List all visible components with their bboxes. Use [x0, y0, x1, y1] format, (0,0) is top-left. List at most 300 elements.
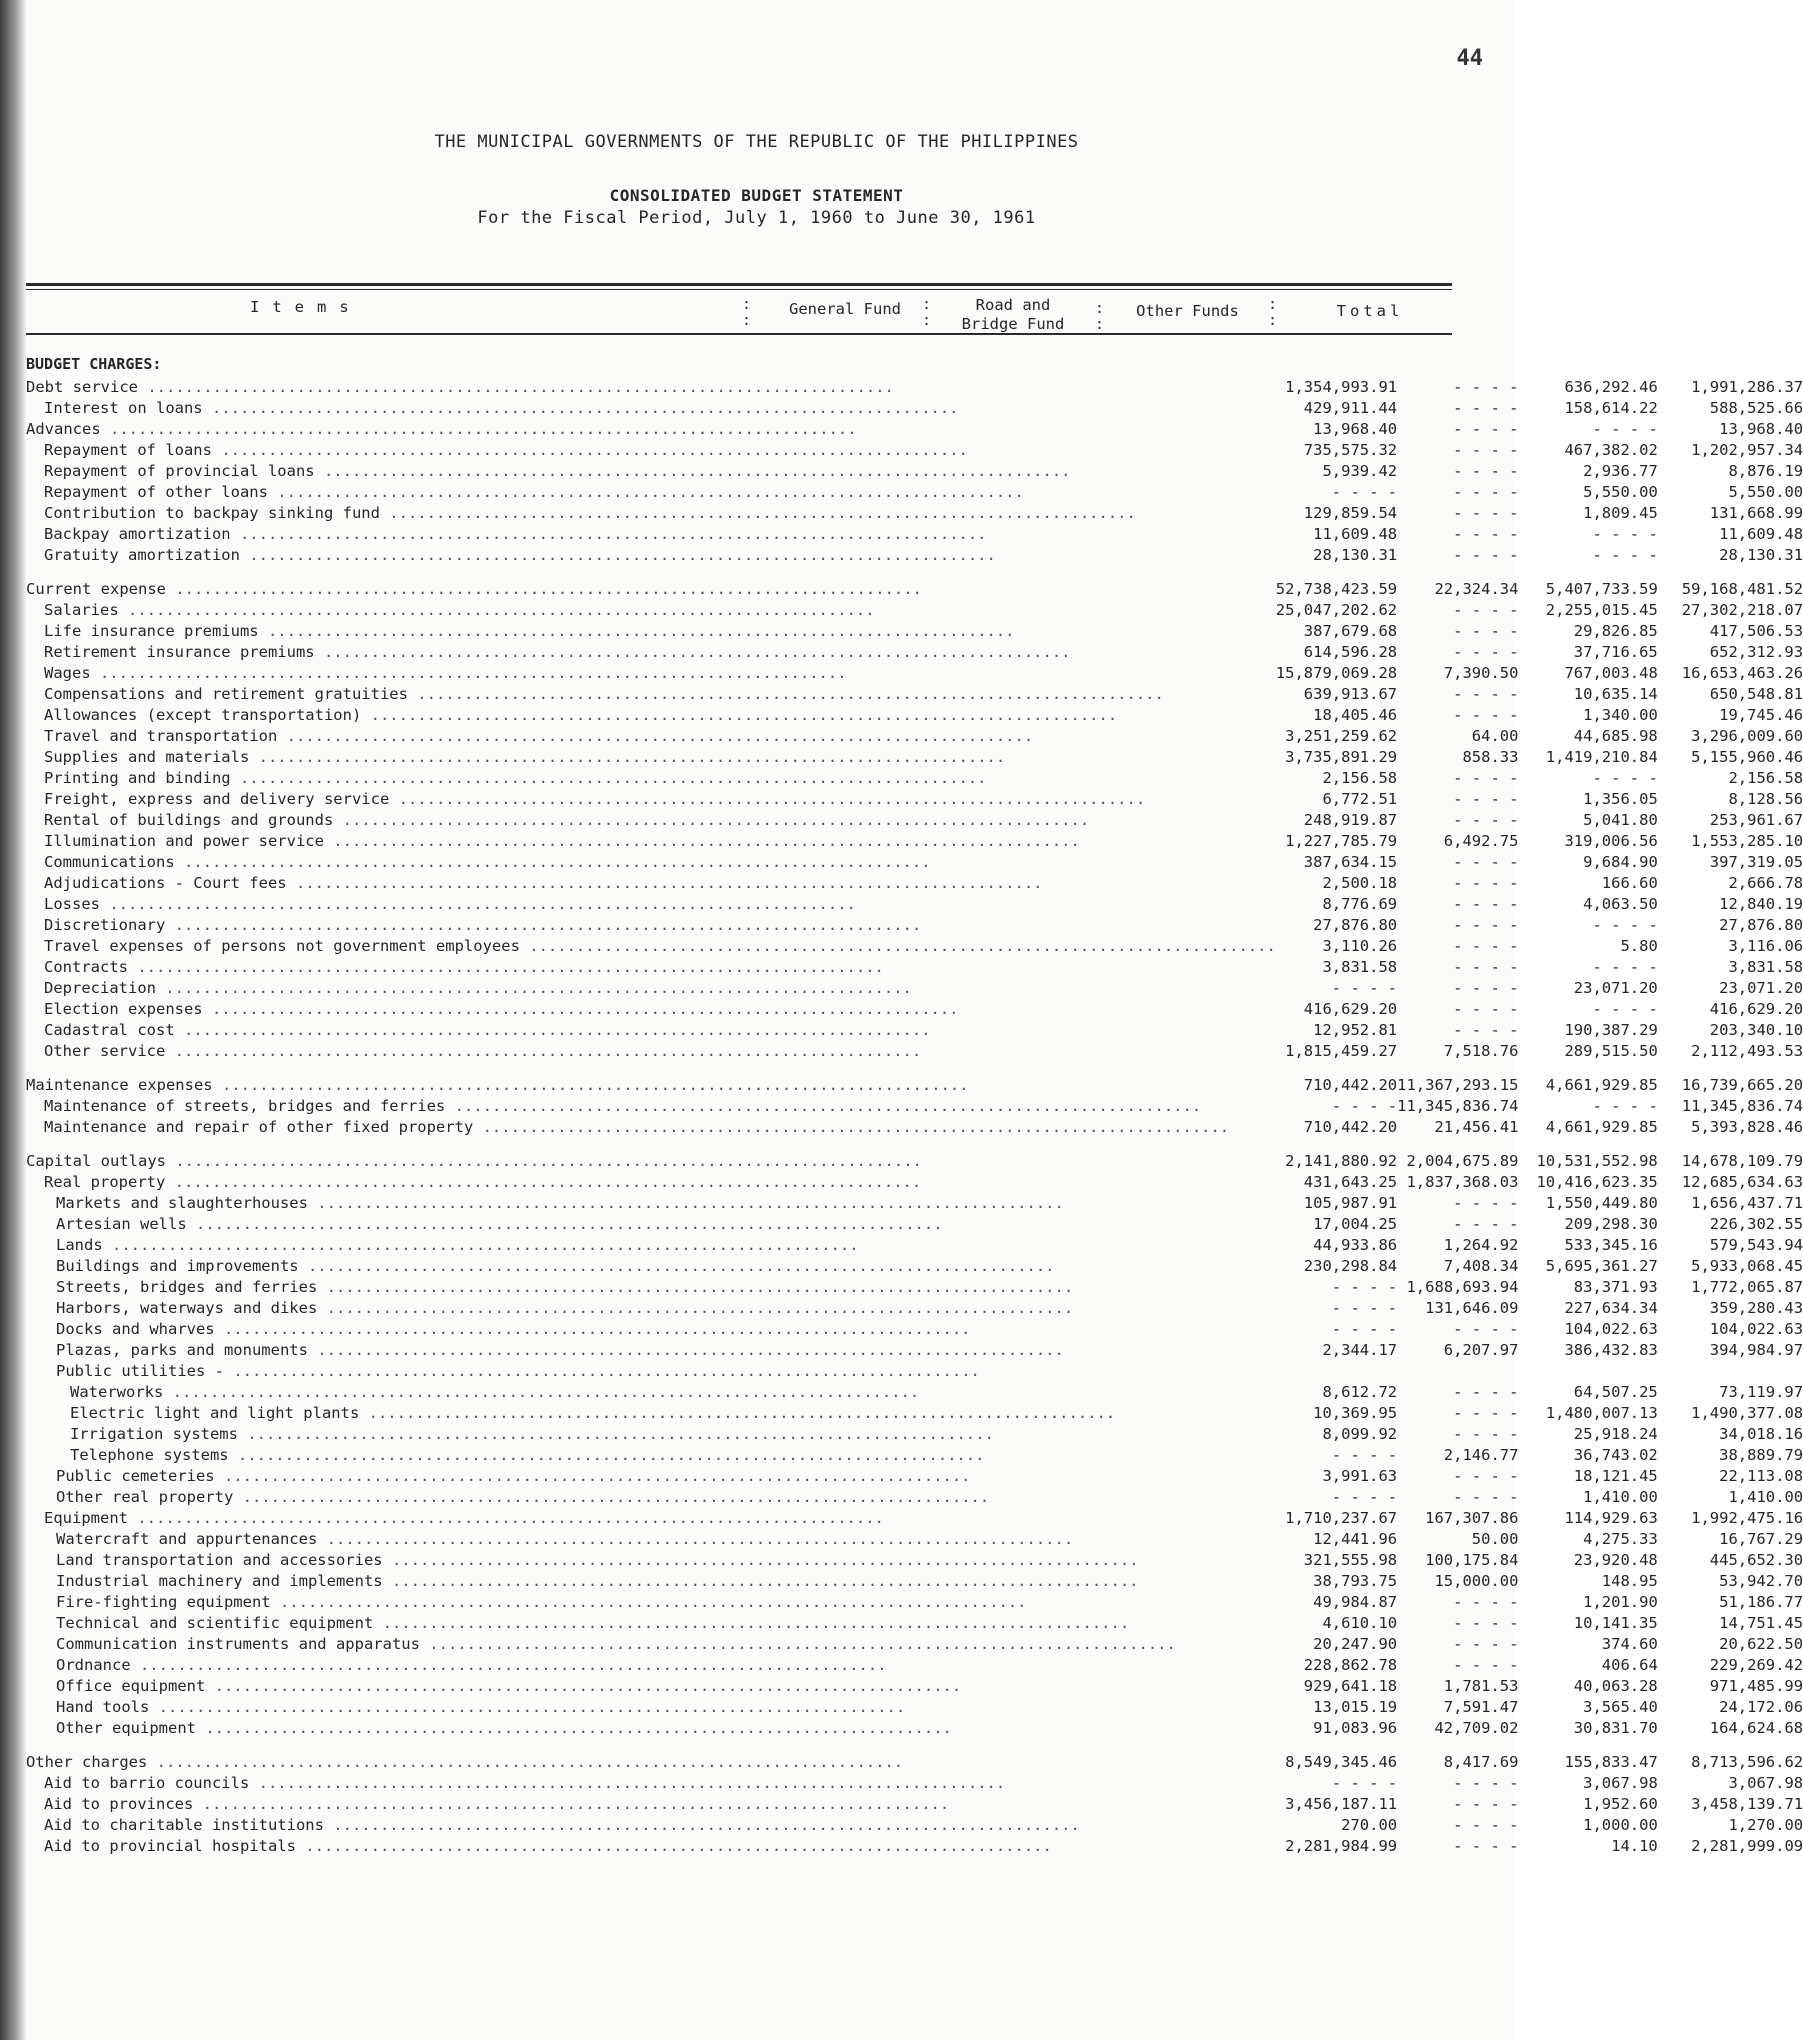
item-cell [26, 999, 1276, 1020]
item-label: Public utilities - [56, 1362, 224, 1380]
general-fund-cell: 3,110.26 [1322, 937, 1398, 955]
total-cell: 1,656,437.71 [1691, 1194, 1803, 1212]
item-label: Aid to provinces [44, 1795, 194, 1813]
general-fund-cell: 129,859.54 [1303, 504, 1398, 522]
item-cell [26, 1445, 1276, 1466]
item-label: Contracts [44, 958, 128, 976]
road-bridge-fund-cell: - - - - [1453, 1467, 1519, 1485]
total-cell: 38,889.79 [1719, 1446, 1803, 1464]
item-label: Capital outlays [26, 1152, 166, 1170]
other-funds-cell: 289,515.50 [1564, 1042, 1658, 1060]
other-funds-cell: - - - - [1592, 916, 1658, 934]
table-row [26, 1361, 1803, 1382]
header-separator: : : [1268, 295, 1278, 329]
total-cell: 588,525.66 [1709, 399, 1803, 417]
road-bridge-fund-cell: 11,345,836.74 [1397, 1097, 1519, 1115]
general-fund-cell: 228,862.78 [1303, 1656, 1398, 1674]
road-bridge-fund-cell: 11,367,293.15 [1397, 1076, 1519, 1094]
leader-dots: ................................................................................ [258, 622, 1015, 640]
table-row [26, 999, 1803, 1020]
leader-dots: ................................................................................ [118, 601, 875, 619]
total-cell: 5,393,828.46 [1691, 1118, 1803, 1136]
item-cell [26, 1592, 1276, 1613]
item-cell [26, 482, 1276, 503]
header-separator: : : [1095, 299, 1105, 333]
item-cell [26, 1041, 1276, 1062]
total-cell: 14,751.45 [1719, 1614, 1803, 1632]
other-funds-cell: 319,006.56 [1564, 832, 1658, 850]
general-fund-cell: 13,968.40 [1313, 420, 1398, 438]
general-fund-cell: 18,405.46 [1313, 706, 1398, 724]
road-bridge-fund-cell: 131,646.09 [1425, 1299, 1519, 1317]
leader-dots: ................................................................................ [267, 483, 1024, 501]
item-label: Other real property [56, 1488, 234, 1506]
header-items: Items [250, 298, 362, 316]
item-cell [26, 1634, 1276, 1655]
leader-dots: ................................................................................ [128, 958, 884, 976]
general-fund-cell: 416,629.20 [1303, 1000, 1398, 1018]
other-funds-cell: 5,695,361.27 [1545, 1257, 1658, 1275]
item-cell [26, 1508, 1276, 1529]
item-label: Other service [44, 1042, 166, 1060]
road-bridge-fund-cell: 15,000.00 [1434, 1572, 1519, 1590]
table-row [26, 1298, 1803, 1319]
total-cell: 445,652.30 [1709, 1551, 1803, 1569]
total-cell: 51,186.77 [1719, 1593, 1803, 1611]
total-cell: 53,942.70 [1719, 1572, 1803, 1590]
other-funds-cell: 1,952.60 [1583, 1795, 1658, 1813]
road-bridge-fund-cell: 1,264.92 [1443, 1236, 1519, 1254]
leader-dots: ................................................................................ [223, 1362, 980, 1380]
item-label: Equipment [44, 1509, 128, 1527]
road-bridge-fund-cell: 6,492.75 [1443, 832, 1519, 850]
item-cell [26, 1277, 1276, 1298]
general-fund-cell: 28,130.31 [1313, 546, 1398, 564]
item-label: Aid to barrio councils [44, 1774, 250, 1792]
road-bridge-fund-cell: - - - - [1453, 643, 1519, 661]
leader-dots: ................................................................................ [519, 937, 1276, 955]
table-row [26, 1382, 1803, 1403]
other-funds-cell: - - - - [1592, 1000, 1658, 1018]
item-label: Ordnance [56, 1656, 131, 1674]
item-cell [26, 503, 1276, 524]
item-cell [26, 1193, 1276, 1214]
header-road-bridge-line2: Bridge Fund [961, 315, 1065, 333]
table-row [26, 1117, 1803, 1138]
leader-dots: ................................................................................ [314, 643, 1071, 661]
other-funds-cell: 5.80 [1620, 937, 1658, 955]
item-cell [26, 398, 1276, 419]
road-bridge-fund-cell: 8,417.69 [1443, 1753, 1519, 1771]
total-cell: 104,022.63 [1709, 1320, 1803, 1338]
general-fund-cell: 44,933.86 [1313, 1236, 1398, 1254]
total-cell: 1,490,377.08 [1691, 1404, 1803, 1422]
general-fund-cell: 27,876.80 [1313, 916, 1398, 934]
road-bridge-fund-cell: - - - - [1453, 685, 1519, 703]
road-bridge-fund-cell: 100,175.84 [1425, 1551, 1519, 1569]
road-bridge-fund-cell: - - - - [1453, 1774, 1519, 1792]
road-bridge-fund-cell: - - - - [1453, 1488, 1519, 1506]
item-label: Fire-fighting equipment [56, 1593, 271, 1611]
item-cell [26, 831, 1276, 852]
general-fund-cell: 2,156.58 [1322, 769, 1398, 787]
general-fund-cell: 735,575.32 [1303, 441, 1398, 459]
leader-dots: ................................................................................ [445, 1097, 1202, 1115]
item-label: Rental of buildings and grounds [44, 811, 334, 829]
general-fund-cell: 431,643.25 [1303, 1173, 1398, 1191]
item-cell [26, 1151, 1276, 1172]
table-row [26, 810, 1803, 831]
leader-dots: ................................................................................ [373, 1614, 1130, 1632]
spacer-cell [26, 1739, 1803, 1752]
road-bridge-fund-cell: 1,837,368.03 [1406, 1173, 1519, 1191]
other-funds-cell: 37,716.65 [1573, 643, 1658, 661]
other-funds-cell: 10,141.35 [1573, 1614, 1658, 1632]
item-label: Plazas, parks and monuments [56, 1341, 308, 1359]
item-label: Discretionary [44, 916, 166, 934]
other-funds-cell: 5,041.80 [1583, 811, 1658, 829]
item-label: Technical and scientific equipment [56, 1614, 374, 1632]
general-fund-cell: 3,251,259.62 [1285, 727, 1398, 745]
header-road-bridge-fund [938, 296, 1088, 334]
table-row [26, 642, 1803, 663]
total-cell: 1,772,065.87 [1691, 1278, 1803, 1296]
total-cell: 28,130.31 [1719, 546, 1803, 564]
item-cell [26, 1815, 1276, 1836]
item-cell [26, 684, 1276, 705]
total-cell: 34,018.16 [1719, 1425, 1803, 1443]
total-cell: 652,312.93 [1709, 643, 1803, 661]
item-label: Contribution to backpay sinking fund [44, 504, 380, 522]
leader-dots: ................................................................................ [323, 832, 1080, 850]
row-spacer [26, 1739, 1803, 1752]
general-fund-cell: 614,596.28 [1303, 643, 1398, 661]
item-label: Industrial machinery and implements [56, 1572, 383, 1590]
table-row [26, 503, 1803, 524]
leader-dots: ................................................................................ [237, 1425, 994, 1443]
item-label: Land transportation and accessories [56, 1551, 383, 1569]
header-separator: : : [742, 295, 752, 329]
total-cell: 8,876.19 [1728, 462, 1803, 480]
item-label: Communication instruments and apparatus [56, 1635, 420, 1653]
other-funds-cell: 374.60 [1601, 1635, 1658, 1653]
table-row [26, 579, 1803, 600]
general-fund-cell: 17,004.25 [1313, 1215, 1398, 1233]
general-fund-cell: 38,793.75 [1313, 1572, 1398, 1590]
total-cell: 359,280.43 [1709, 1299, 1803, 1317]
other-funds-cell: 18,121.45 [1573, 1467, 1658, 1485]
general-fund-cell: 8,099.92 [1322, 1425, 1398, 1443]
item-label: Interest on loans [44, 399, 203, 417]
leader-dots: ................................................................................ [298, 1257, 1055, 1275]
item-cell [26, 1529, 1276, 1550]
road-bridge-fund-cell: - - - - [1453, 601, 1519, 619]
item-cell [26, 873, 1276, 894]
leader-dots: ................................................................................ [228, 1446, 985, 1464]
item-cell [26, 1319, 1276, 1340]
table-row [26, 1235, 1803, 1256]
item-cell [26, 600, 1276, 621]
table-row [26, 440, 1803, 461]
other-funds-cell: 2,255,015.45 [1545, 601, 1658, 619]
item-cell [26, 1676, 1276, 1697]
table-row [26, 1319, 1803, 1340]
leader-dots: ................................................................................ [163, 1383, 920, 1401]
table-row [26, 545, 1803, 566]
road-bridge-fund-cell: - - - - [1453, 916, 1519, 934]
general-fund-cell: 2,500.18 [1322, 874, 1398, 892]
leader-dots: ................................................................................ [195, 1719, 952, 1737]
header-total: Total [1336, 302, 1404, 320]
table-row [26, 873, 1803, 894]
other-funds-cell: 3,067.98 [1583, 1774, 1658, 1792]
other-funds-cell: 5,550.00 [1583, 483, 1658, 501]
table-row [26, 1836, 1803, 1857]
road-bridge-fund-cell: - - - - [1453, 706, 1519, 724]
item-label: Irrigation systems [70, 1425, 238, 1443]
other-funds-cell: 3,565.40 [1583, 1698, 1658, 1716]
other-funds-cell: 64,507.25 [1573, 1383, 1658, 1401]
leader-dots: ................................................................................ [202, 1000, 959, 1018]
item-label: Retirement insurance premiums [44, 643, 315, 661]
general-fund-cell: - - - - [1331, 1097, 1398, 1115]
table-row [26, 1277, 1803, 1298]
general-fund-cell: 929,641.18 [1303, 1677, 1398, 1695]
other-funds-cell: 636,292.46 [1564, 378, 1658, 396]
road-bridge-fund-cell: - - - - [1453, 1215, 1519, 1233]
item-cell [26, 1256, 1276, 1277]
other-funds-cell: 104,022.63 [1564, 1320, 1658, 1338]
fiscal-period: For the Fiscal Period, July 1, 1960 to June 30, 1961 [477, 208, 1036, 228]
item-cell [26, 1403, 1276, 1424]
table-row [26, 726, 1803, 747]
total-cell: 11,345,836.74 [1681, 1097, 1803, 1115]
general-fund-cell: 8,612.72 [1322, 1383, 1398, 1401]
item-label: Waterworks [70, 1383, 164, 1401]
leader-dots: ................................................................................ [314, 462, 1071, 480]
road-bridge-fund-cell: 7,591.47 [1443, 1698, 1519, 1716]
item-label: Markets and slaughterhouses [56, 1194, 308, 1212]
leader-dots: ................................................................................ [165, 1152, 922, 1170]
other-funds-cell: 227,634.34 [1564, 1299, 1658, 1317]
total-cell: 3,458,139.71 [1691, 1795, 1803, 1813]
road-bridge-fund-cell: - - - - [1453, 1404, 1519, 1422]
general-fund-cell: 12,952.81 [1313, 1021, 1398, 1039]
other-funds-cell: 1,000.00 [1583, 1816, 1658, 1834]
leader-dots: ................................................................................ [211, 441, 968, 459]
header-road-bridge-line1: Road and [975, 296, 1051, 314]
spacer-cell [26, 1138, 1803, 1151]
road-bridge-fund-cell: - - - - [1453, 504, 1519, 522]
total-cell: 2,281,999.09 [1691, 1837, 1803, 1855]
general-fund-cell: 639,913.67 [1303, 685, 1398, 703]
leader-dots: ................................................................................ [128, 1509, 884, 1527]
leader-dots: ................................................................................ [407, 685, 1164, 703]
road-bridge-fund-cell: 6,207.97 [1443, 1341, 1519, 1359]
other-funds-cell: - - - - [1592, 546, 1658, 564]
leader-dots: ................................................................................ [333, 811, 1090, 829]
item-label: Losses [44, 895, 100, 913]
leader-dots: ................................................................................ [174, 853, 931, 871]
item-label: Maintenance and repair of other fixed property [44, 1118, 474, 1136]
other-funds-cell: - - - - [1592, 958, 1658, 976]
item-cell [26, 461, 1276, 482]
general-fund-cell: - - - - [1331, 979, 1398, 997]
leader-dots: ................................................................................ [202, 399, 959, 417]
other-funds-cell: 467,382.02 [1564, 441, 1658, 459]
general-fund-cell: 8,776.69 [1322, 895, 1398, 913]
table-row [26, 377, 1803, 398]
table-row [26, 1529, 1803, 1550]
total-cell: 1,991,286.37 [1691, 378, 1803, 396]
leader-dots: ................................................................................ [137, 378, 894, 396]
header-other-funds: Other Funds [1136, 302, 1239, 320]
total-cell: 2,156.58 [1728, 769, 1803, 787]
item-cell [26, 1571, 1276, 1592]
item-label: Travel and transportation [44, 727, 278, 745]
road-bridge-fund-cell: - - - - [1453, 483, 1519, 501]
general-fund-cell: 12,441.96 [1313, 1530, 1398, 1548]
other-funds-cell: 44,685.98 [1573, 727, 1658, 745]
total-cell: 13,968.40 [1719, 420, 1803, 438]
total-cell: 12,840.19 [1719, 895, 1803, 913]
general-fund-cell: 1,354,993.91 [1285, 378, 1398, 396]
item-label: Election expenses [44, 1000, 203, 1018]
total-cell: 27,302,218.07 [1681, 601, 1803, 619]
item-cell [26, 377, 1276, 398]
total-cell: 971,485.99 [1709, 1677, 1803, 1695]
leader-dots: ................................................................................ [165, 1173, 922, 1191]
item-cell [26, 1298, 1276, 1319]
total-cell: 8,128.56 [1728, 790, 1803, 808]
leader-dots: ................................................................................ [249, 748, 1006, 766]
item-cell [26, 579, 1276, 600]
other-funds-cell: 23,920.48 [1573, 1551, 1658, 1569]
other-funds-cell: 1,550,449.80 [1545, 1194, 1658, 1212]
table-row [26, 978, 1803, 999]
table-row [26, 1445, 1803, 1466]
road-bridge-fund-cell: 7,408.34 [1443, 1257, 1519, 1275]
road-bridge-fund-cell: - - - - [1453, 1194, 1519, 1212]
item-label: Cadastral cost [44, 1021, 175, 1039]
road-bridge-fund-cell: - - - - [1453, 1614, 1519, 1632]
leader-dots: ................................................................................ [193, 1795, 950, 1813]
table-row [26, 1096, 1803, 1117]
item-cell [26, 642, 1276, 663]
item-cell [26, 1075, 1276, 1096]
item-label: Salaries [44, 601, 119, 619]
other-funds-cell [1536, 1361, 1681, 1382]
table-row [26, 1613, 1803, 1634]
item-cell [26, 1773, 1276, 1794]
item-cell [26, 1340, 1276, 1361]
table-row [26, 398, 1803, 419]
road-bridge-fund-cell: - - - - [1453, 958, 1519, 976]
general-fund-cell: 15,879,069.28 [1275, 664, 1398, 682]
other-funds-cell: 209,298.30 [1564, 1215, 1658, 1233]
road-bridge-fund-cell: - - - - [1453, 1021, 1519, 1039]
total-cell: 416,629.20 [1709, 1000, 1803, 1018]
other-funds-cell: 1,201.90 [1583, 1593, 1658, 1611]
leader-dots: ................................................................................ [382, 1551, 1139, 1569]
table-row [26, 747, 1803, 768]
table-row [26, 1550, 1803, 1571]
leader-dots: ................................................................................ [382, 1572, 1139, 1590]
total-cell: 27,876.80 [1719, 916, 1803, 934]
road-bridge-fund-cell: - - - - [1453, 1593, 1519, 1611]
general-fund-cell: 5,939.42 [1322, 462, 1398, 480]
road-bridge-fund-cell: 1,781.53 [1443, 1677, 1519, 1695]
general-fund-cell: 230,298.84 [1303, 1257, 1398, 1275]
general-fund-cell: 3,456,187.11 [1285, 1795, 1398, 1813]
item-label: Lands [56, 1236, 103, 1254]
leader-dots: ................................................................................ [147, 1753, 904, 1771]
other-funds-cell: 2,936.77 [1583, 462, 1658, 480]
other-funds-cell: 1,340.00 [1583, 706, 1658, 724]
road-bridge-fund-cell: 2,146.77 [1443, 1446, 1519, 1464]
item-label: Repayment of other loans [44, 483, 268, 501]
item-cell [26, 1794, 1276, 1815]
item-label: Depreciation [44, 979, 156, 997]
road-bridge-fund-cell: - - - - [1453, 1425, 1519, 1443]
other-funds-cell: 29,826.85 [1573, 622, 1658, 640]
item-cell [26, 789, 1276, 810]
leader-dots: ................................................................................ [419, 1635, 1176, 1653]
general-fund-cell: 710,442.20 [1303, 1118, 1398, 1136]
document-title: THE MUNICIPAL GOVERNMENTS OF THE REPUBLIC OF THE PHILIPPINES [434, 132, 1079, 152]
general-fund-cell: 10,369.95 [1313, 1404, 1398, 1422]
general-fund-cell: 11,609.48 [1313, 525, 1398, 543]
road-bridge-fund-cell: 22,324.34 [1434, 580, 1519, 598]
item-label: Other equipment [56, 1719, 196, 1737]
page-number: 44 [1456, 46, 1483, 71]
item-label: Advances [26, 420, 101, 438]
leader-dots: ................................................................................ [214, 1320, 971, 1338]
leader-dots: ................................................................................ [90, 664, 847, 682]
general-fund-cell: 2,281,984.99 [1285, 1837, 1398, 1855]
road-bridge-fund-cell: - - - - [1453, 525, 1519, 543]
row-spacer [26, 1062, 1803, 1075]
total-cell: 226,302.55 [1709, 1215, 1803, 1233]
table-row [26, 936, 1803, 957]
budget-table-body [26, 377, 1803, 1857]
road-bridge-fund-cell: - - - - [1453, 441, 1519, 459]
leader-dots: ................................................................................ [239, 546, 996, 564]
total-cell: 12,685,634.63 [1681, 1173, 1803, 1191]
item-cell [26, 1613, 1276, 1634]
other-funds-cell: 9,684.90 [1583, 853, 1658, 871]
road-bridge-fund-cell: - - - - [1453, 937, 1519, 955]
table-row [26, 852, 1803, 873]
other-funds-cell: - - - - [1592, 525, 1658, 543]
total-cell: 650,548.81 [1709, 685, 1803, 703]
item-label: Docks and wharves [56, 1320, 215, 1338]
item-label: Freight, express and delivery service [44, 790, 390, 808]
item-cell [26, 1214, 1276, 1235]
other-funds-cell: - - - - [1592, 769, 1658, 787]
item-cell [26, 1096, 1276, 1117]
header-separator: : : [922, 295, 932, 329]
total-cell: 2,666.78 [1728, 874, 1803, 892]
item-cell [26, 524, 1276, 545]
table-row [26, 768, 1803, 789]
item-label: Aid to charitable institutions [44, 1816, 324, 1834]
leader-dots: ................................................................................ [214, 1467, 971, 1485]
table-row [26, 1075, 1803, 1096]
leader-dots: ................................................................................ [270, 1593, 1027, 1611]
other-funds-cell: 25,918.24 [1573, 1425, 1658, 1443]
general-fund-cell: 321,555.98 [1303, 1551, 1398, 1569]
